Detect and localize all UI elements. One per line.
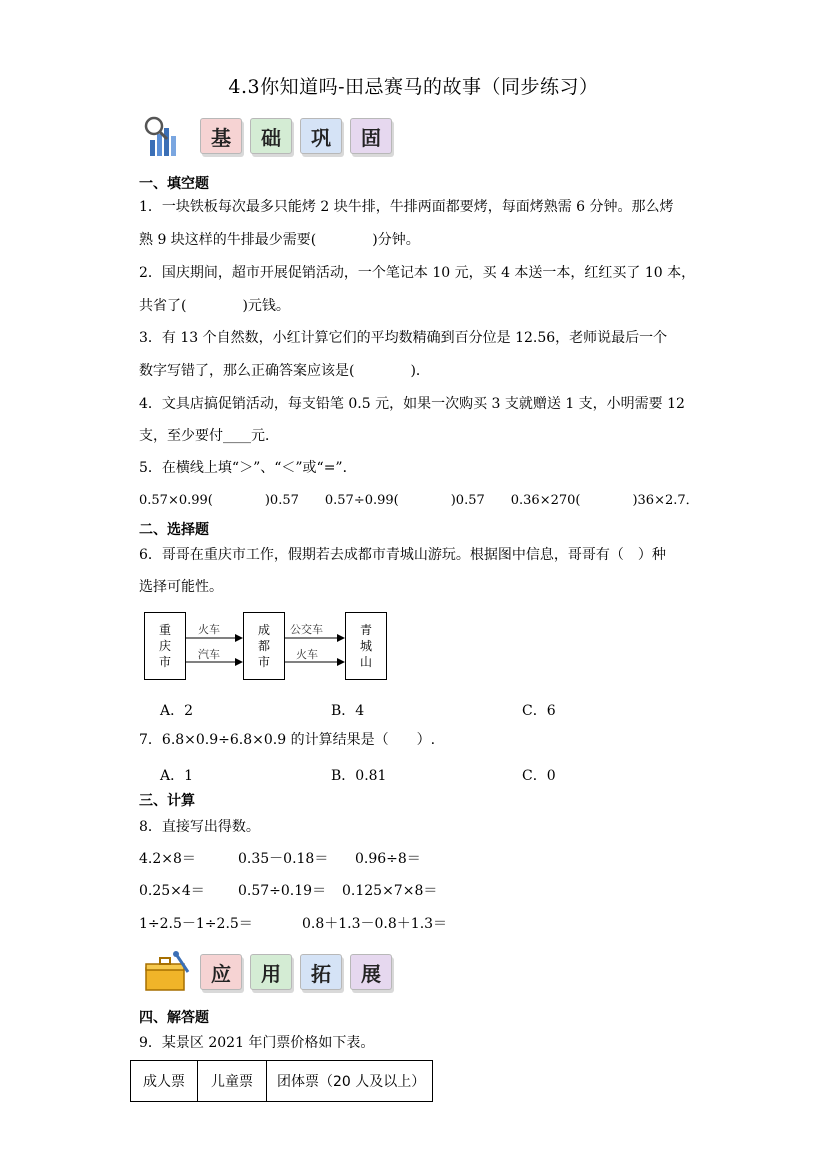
section-heading: 三、计算 [139, 793, 195, 809]
route-label: 汽车 [198, 648, 220, 661]
option-a[interactable]: A．1 [160, 768, 194, 784]
table-cell: 团体票（20 人及以上） [267, 1061, 433, 1102]
option-c[interactable]: C．6 [522, 703, 556, 719]
question-4-text: 4．文具店搞促销活动，每支铅笔 0.5 元，如果一次购买 3 支就赠送 1 支，小明需要 12 [139, 396, 685, 412]
question-9-text: 9．某景区 2021 年门票价格如下表。 [139, 1035, 375, 1051]
banner-char: 巩 [300, 118, 342, 154]
option-b[interactable]: B．4 [331, 703, 365, 719]
question-5-text: 5．在横线上填“＞”、“＜”或“=”． [139, 460, 357, 476]
table-cell: 儿童票 [198, 1061, 267, 1102]
route-label: 火车 [198, 623, 220, 636]
question-2-text: 2．国庆期间，超市开展促销活动，一个笔记本 10 元，买 4 本送一本，红红买了 10 本， [139, 265, 696, 281]
calc-item: 0.125×7×8＝ [342, 883, 438, 899]
question-7-text: 7．6.8×0.9÷6.8×0.9 的计算结果是（ ）. [139, 732, 436, 748]
city-box-chengdu: 成 都 市 [243, 612, 285, 680]
ticket-price-table [130, 1060, 433, 1102]
banner-char: 固 [350, 118, 392, 154]
route-label: 火车 [296, 648, 318, 661]
calc-item: 0.35－0.18＝ [238, 851, 329, 867]
section-banner-basic [140, 114, 440, 158]
option-b[interactable]: B．0.81 [331, 768, 387, 784]
question-5-comparisons: 0.57×0.99( )0.57 0.57÷0.99( )0.57 0.36×270( )36×2.7． [139, 493, 699, 508]
calc-item: 1÷2.5－1÷2.5＝ [139, 916, 253, 932]
option-a[interactable]: A．2 [160, 703, 194, 719]
table-cell: 成人票 [131, 1061, 198, 1102]
calc-item: 4.2×8＝ [139, 851, 196, 867]
table-row [131, 1061, 433, 1102]
calc-item: 0.57÷0.19＝ [238, 883, 327, 899]
toolbox-icon [140, 950, 194, 994]
section-heading: 一、填空题 [139, 176, 209, 192]
magnifier-chart-icon [140, 114, 194, 158]
calc-item: 0.25×4＝ [139, 883, 205, 899]
question-2-text: 共省了( )元钱。 [139, 298, 290, 314]
calc-item: 0.8＋1.3－0.8＋1.3＝ [302, 916, 448, 932]
question-1-text: 1．一块铁板每次最多只能烤 2 块牛排，牛排两面都要烤，每面烤熟需 6 分钟。那么烤 [139, 199, 674, 215]
banner-char: 基 [200, 118, 242, 154]
banner-char: 用 [250, 954, 292, 990]
banner-char: 础 [250, 118, 292, 154]
route-arrows [144, 612, 394, 684]
section-heading: 二、选择题 [139, 522, 209, 538]
section-banner-application [140, 950, 440, 994]
page-title: 4.3你知道吗-田忌赛马的故事（同步练习） [228, 76, 599, 98]
question-4-text: 支，至少要付____元． [139, 428, 279, 444]
question-3-text: 数字写错了，那么正确答案应该是( )． [139, 363, 430, 379]
calc-item: 0.96÷8＝ [355, 851, 421, 867]
banner-char: 应 [200, 954, 242, 990]
question-8-text: 8．直接写出得数。 [139, 819, 260, 835]
banner-char: 拓 [300, 954, 342, 990]
city-box-qingchengshan: 青 城 山 [345, 612, 387, 680]
banner-char: 展 [350, 954, 392, 990]
route-label: 公交车 [290, 623, 323, 636]
route-diagram [144, 612, 394, 684]
question-1-text: 熟 9 块这样的牛排最少需要( )分钟。 [139, 232, 420, 248]
question-6-text: 6．哥哥在重庆市工作，假期若去成都市青城山游玩。根据图中信息，哥哥有（ ）种 [139, 547, 666, 563]
section-heading: 四、解答题 [139, 1010, 209, 1026]
question-3-text: 3．有 13 个自然数，小红计算它们的平均数精确到百分位是 12.56，老师说最后一个 [139, 330, 668, 346]
city-box-chongqing: 重 庆 市 [144, 612, 186, 680]
question-6-text: 选择可能性。 [139, 579, 223, 595]
option-c[interactable]: C．0 [522, 768, 556, 784]
